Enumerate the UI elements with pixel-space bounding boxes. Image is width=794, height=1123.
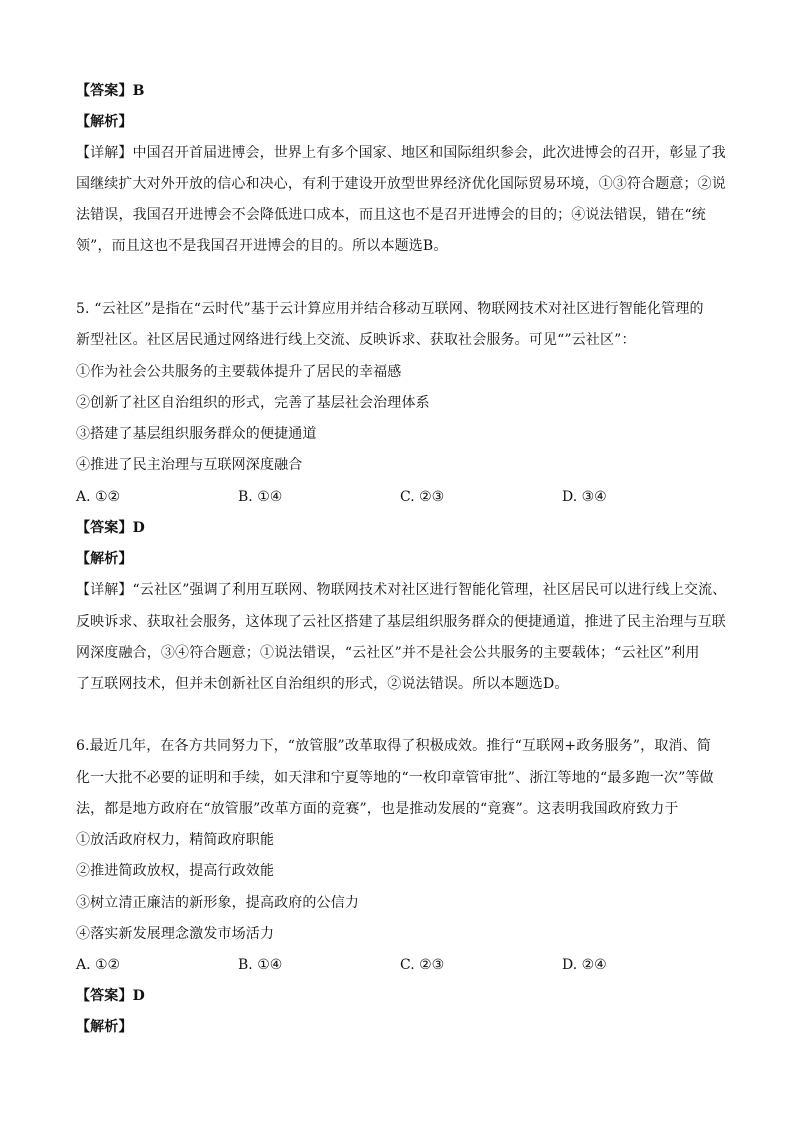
q6-analysis-label: 【解析】: [76, 1019, 133, 1035]
q5-item: ②创新了社区自治组织的形式，完善了基层社会治理体系: [76, 395, 430, 411]
q4-analysis-label: 【解析】: [76, 114, 133, 130]
q5-detail-line: 反映诉求、获取社会服务，这体现了云社区搭建了基层组织服务群众的便捷通道，推进了民主治理与互联: [76, 614, 726, 630]
q6-answer: 【答案】D: [76, 988, 145, 1004]
q6-option-a: A. ①②: [76, 957, 121, 973]
q5-item: ④推进了民主治理与互联网深度融合: [76, 457, 303, 473]
q5-option-b: B. ①④: [238, 489, 283, 505]
q4-detail-line: 领”，而且这也不是我国召开进博会的目的。所以本题选B。: [76, 238, 448, 254]
q5-option-d: D. ③④: [562, 489, 607, 505]
q6-stem-line: 法，都是地方政府在“放管服”改革方面的竞赛”，也是推动发展的“竟赛”。这表明我国政府致力于: [76, 801, 679, 817]
q5-item: ③搭建了基层组织服务群众的便捷通道: [76, 426, 317, 442]
q6-options: [76, 955, 726, 975]
q5-analysis-label: 【解析】: [76, 551, 133, 567]
q6-option-c: C. ②③: [400, 957, 445, 973]
q6-option-d: D. ②④: [562, 957, 607, 973]
q5-options: [76, 487, 726, 507]
q5-answer: 【答案】D: [76, 520, 145, 536]
q5-detail-line: 【详解】“云社区”强调了利用互联网、物联网技术对社区进行智能化管理，社区居民可以进行线上交流、: [76, 582, 727, 598]
q6-item: ④落实新发展理念激发市场活力: [76, 926, 275, 942]
q5-option-c: C. ②③: [400, 489, 445, 505]
q6-stem-line: 化一大批不必要的证明和手续，如天津和宁夏等地的“一枚印章管审批”、浙江等地的“最多跑一次”等做: [76, 770, 714, 786]
q5-detail-line: 了互联网技术，但并未创新社区自治组织的形式，②说法错误。所以本题选D。: [76, 676, 569, 692]
q6-item: ①放活政府权力，精简政府职能: [76, 832, 275, 848]
q5-detail-line: 网深度融合，③④符合题意；①说法错误，“云社区”并不是社会公共服务的主要载体；“云社区”利用: [76, 645, 700, 661]
q6-option-b: B. ①④: [238, 957, 283, 973]
q5-stem-line: 5. “云社区”是指在“云时代”基于云计算应用并结合移动互联网、物联网技术对社区进行智能化管理的: [76, 301, 704, 317]
q5-stem-line: 新型社区。社区居民通过网络进行线上交流、反映诉求、获取社会服务。可见“”云社区”：: [76, 332, 636, 348]
q4-detail-line: 【详解】中国召开首届进博会，世界上有多个国家、地区和国际组织参会，此次进博会的召开，彰显了我: [76, 145, 726, 161]
q6-item: ②推进简政放权，提高行政效能: [76, 863, 275, 879]
q5-option-a: A. ①②: [76, 489, 121, 505]
q5-item: ①作为社会公共服务的主要载体提升了居民的幸福感: [76, 364, 402, 380]
q4-detail-line: 国继续扩大对外开放的信心和决心，有利于建设开放型世界经济优化国际贸易环境，①③符合题意；②说: [76, 176, 726, 192]
q4-detail-line: 法错误，我国召开进博会不会降低进口成本，而且这也不是召开进博会的目的；④说法错误，错在“统: [76, 207, 706, 223]
q6-stem-line: 6.最近几年，在各方共同努力下，“放管服”改革取得了积极成效。推行“互联网+政务服务”，取消、简: [76, 738, 711, 754]
q6-item: ③树立清正廉洁的新形象，提高政府的公信力: [76, 895, 359, 911]
q4-answer: 【答案】B: [76, 83, 145, 99]
